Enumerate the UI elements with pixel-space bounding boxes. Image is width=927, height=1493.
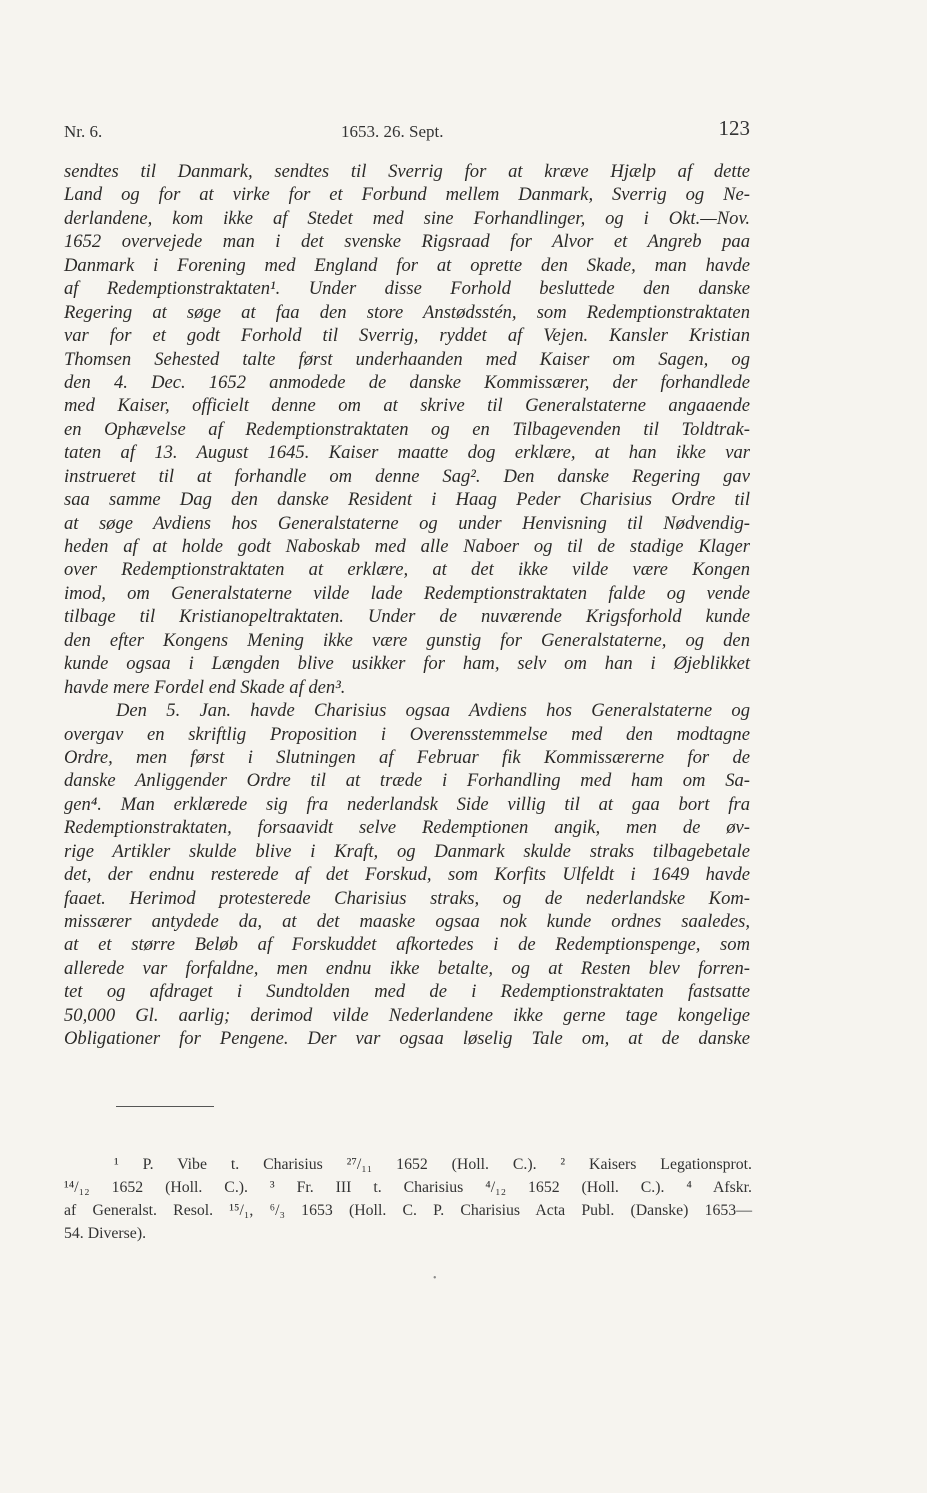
footnote-divider — [116, 1106, 214, 1107]
body-line: en Ophævelse af Redemptionstraktaten og en Tilbagevenden til Toldtrak- — [64, 418, 750, 440]
body-line: overgav en skriftlig Proposition i Overensstemmelse med den modtagne — [64, 723, 750, 745]
body-line: derlandene, kom ikke af Stedet med sine Forhandlinger, og i Okt.—Nov. — [64, 207, 750, 229]
body-line: det, der endnu resterede af det Forskud, som Korfits Ulfeldt i 1649 havde — [64, 864, 750, 886]
body-line: allerede var forfaldne, men endnu ikke betalte, og at Resten blev forren- — [64, 957, 750, 979]
body-line: Thomsen Sehested talte først underhaanden med Kaiser om Sagen, og — [64, 348, 750, 370]
body-line: Obligationer for Pengene. Der var ogsaa løselig Tale om, at de danske — [64, 1028, 750, 1050]
print-speck: • — [433, 1273, 437, 1284]
body-line: sendtes til Danmark, sendtes til Sverrig for at kræve Hjælp af dette — [64, 161, 750, 182]
body-line: Den 5. Jan. havde Charisius ogsaa Avdiens hos Generalstaterne og — [116, 700, 750, 722]
running-head — [64, 116, 750, 146]
body-line: Redemptionstraktaten, forsaavidt selve Redemptionen angik, men de øv- — [64, 817, 750, 839]
date-heading: 1653. 26. Sept. — [341, 122, 444, 141]
body-line: at søge Avdiens hos Generalstaterne og under Henvisning til Nødvendig- — [64, 512, 750, 534]
body-line: gen⁴. Man erklærede sig fra nederlandsk Side villig til at gaa bort fra — [64, 793, 750, 815]
body-line: over Redemptionstraktaten at erklære, at det ikke vilde være Kongen — [64, 559, 750, 581]
body-line: at et større Beløb af Forskuddet afkortedes i de Redemptionspenge, som — [64, 934, 750, 956]
body-line: Danmark i Forening med England for at oprette den Skade, man havde — [64, 254, 750, 276]
body-line: tilbage til Kristianopeltraktaten. Under de nuværende Krigsforhold kunde — [64, 606, 750, 628]
body-text — [64, 160, 750, 1051]
body-line: den 4. Dec. 1652 anmodede de danske Kommissærer, der forhandlede — [64, 371, 750, 393]
body-line: den efter Kongens Mening ikke være gunstig for Generalstaterne, og den — [64, 629, 750, 651]
body-line: rige Artikler skulde blive i Kraft, og Danmark skulde straks tilbagebetale — [64, 840, 750, 862]
body-line: med Kaiser, officielt denne om at skrive til Generalstaterne angaaende — [64, 395, 750, 417]
footnote-line: 54. Diverse). — [64, 1225, 147, 1242]
body-line: var for et godt Forhold til Sverrig, ryddet af Vejen. Kansler Kristian — [64, 325, 750, 347]
body-line: 50,000 Gl. aarlig; derimod vilde Nederlandene ikke gerne tage kongelige — [64, 1004, 750, 1026]
body-line: 1652 overvejede man i det svenske Rigsraad for Alvor et Angreb paa — [64, 231, 750, 253]
document-number: Nr. 6. — [64, 122, 103, 141]
body-line: tet og afdraget i Sundtolden med de i Redemptionstraktaten fastsatte — [64, 981, 750, 1003]
footnotes — [64, 1153, 752, 1245]
footnote-line: af Generalst. Resol. ¹⁵/₁, ⁶/₃ 1653 (Holl. C. P. Charisius Acta Publ. (Danske) 1653— — [64, 1202, 752, 1219]
body-line: heden af at holde godt Naboskab med alle Naboer og til de stadige Klager — [64, 536, 750, 557]
body-line: danske Anliggender Ordre til at træde i Forhandling med ham om Sa- — [64, 770, 750, 792]
body-line: taten af 13. August 1645. Kaiser maatte dog erklære, at han ikke var — [64, 442, 750, 464]
footnote-line: ¹ P. Vibe t. Charisius ²⁷/₁₁ 1652 (Holl. C.). ² Kaisers Legationsprot. — [114, 1156, 752, 1173]
body-line: faaet. Herimod protesterede Charisius straks, og de nederlandske Kom- — [64, 887, 750, 909]
body-line: imod, om Generalstaterne vilde lade Redemptionstraktaten falde og vende — [64, 582, 750, 604]
body-line: Land og for at virke for et Forbund mellem Danmark, Sverrig og Ne- — [64, 184, 750, 206]
body-line: saa samme Dag den danske Resident i Haag Peder Charisius Ordre til — [64, 489, 750, 511]
body-line: missærer antydede da, at det maaske ogsaa nok kunde ordnes saaledes, — [64, 911, 750, 932]
body-line: Ordre, men først i Slutningen af Februar fik Kommissærerne for de — [64, 746, 750, 768]
body-line: instrueret til at forhandle om denne Sag². Den danske Regering gav — [64, 465, 750, 487]
body-line: af Redemptionstraktaten¹. Under disse Forhold besluttede den danske — [64, 278, 750, 300]
body-line: Regering at søge at faa den store Anstødsstén, som Redemptionstraktaten — [64, 301, 750, 323]
body-line: havde mere Fordel end Skade af den³. — [64, 676, 346, 698]
footnote-line: ¹⁴/₁₂ 1652 (Holl. C.). ³ Fr. III t. Charisius ⁴/₁₂ 1652 (Holl. C.). ⁴ Afskr. — [64, 1179, 752, 1196]
body-line: kunde ogsaa i Længden blive usikker for ham, selv om han i Øjeblikket — [64, 653, 750, 675]
page-number: 123 — [718, 116, 750, 140]
